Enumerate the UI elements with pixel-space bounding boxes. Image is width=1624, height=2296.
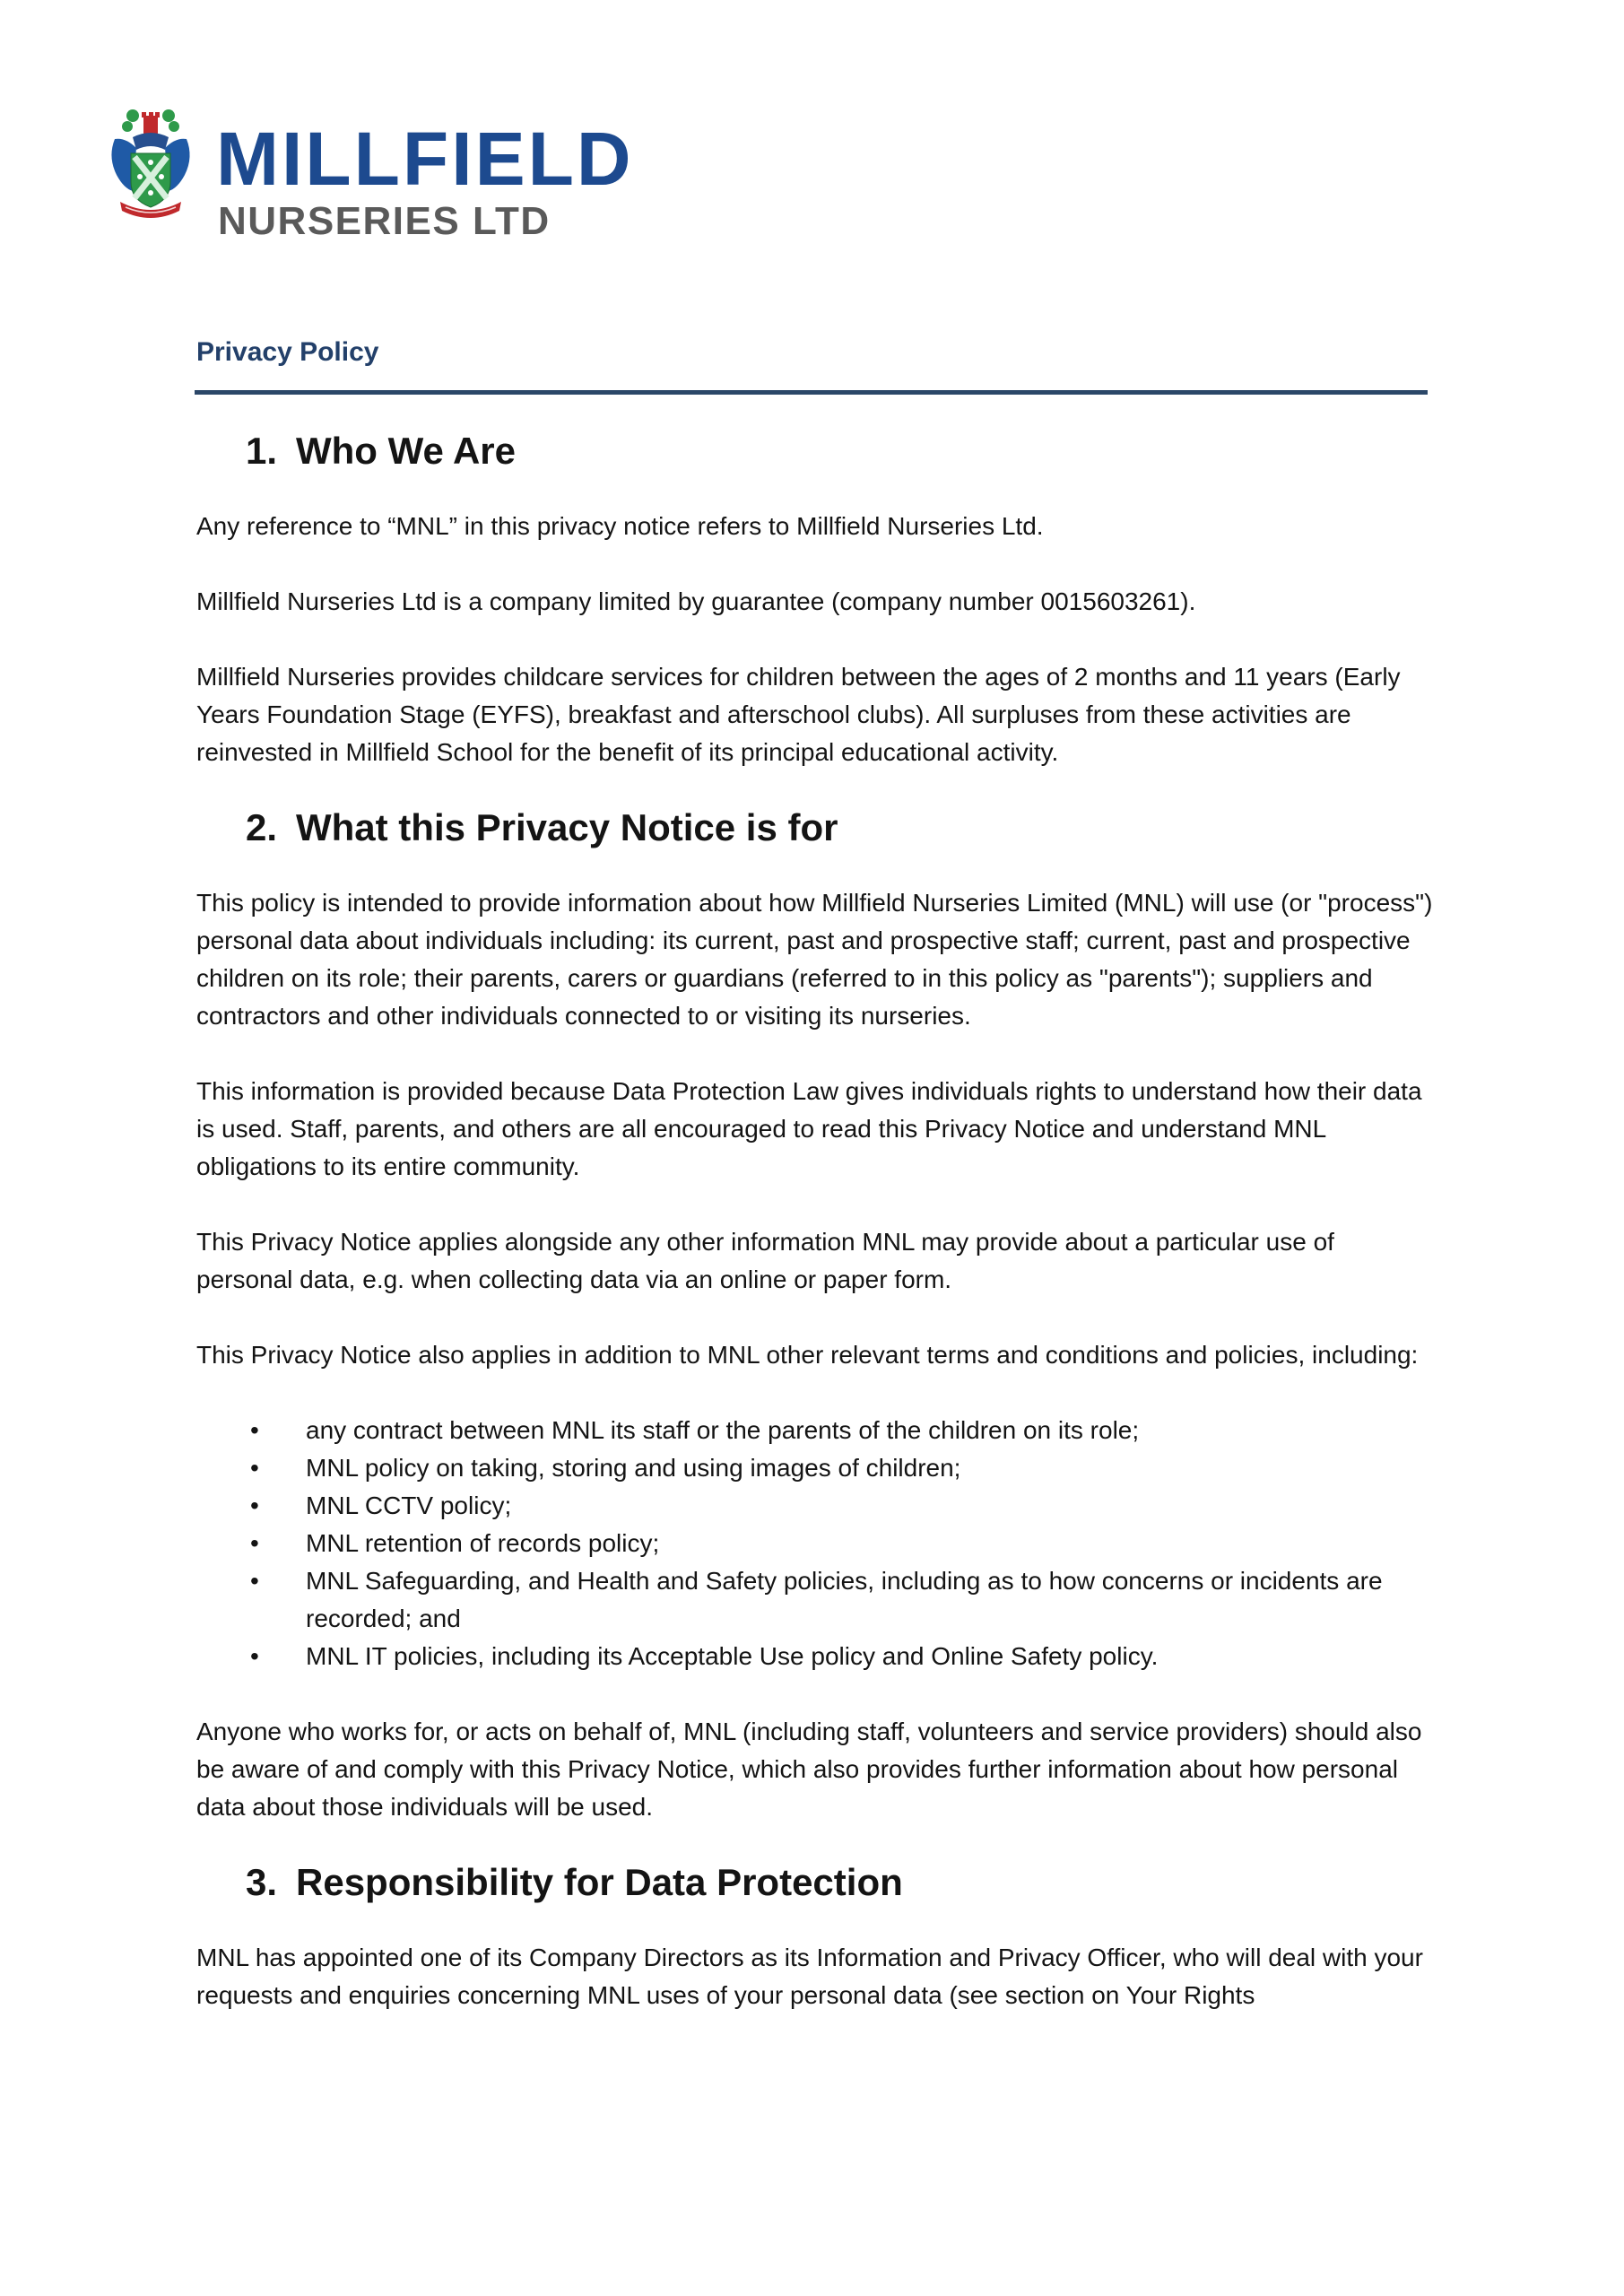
- paragraph: Anyone who works for, or acts on behalf of, MNL (including staff, volunteers and service providers) should also be aware of and comply with this Privacy Notice, which also provides further information about how personal data about those individuals will be used.: [196, 1718, 1422, 1821]
- logo-subtitle: NURSERIES LTD: [218, 199, 551, 243]
- section-title: Responsibility for Data Protection: [296, 1861, 903, 1903]
- paragraph: This policy is intended to provide information about how Millfield Nurseries Limited (MNL) will use (or "process") personal data about individuals including: its current, past and prospective staff; current, past and prospective children on its role; their parents, carers or guardians (referred to in this policy as "parents"); suppliers and contractors and other individuals connected to or visiting its nurseries.: [196, 889, 1433, 1030]
- list-item: • MNL retention of records policy;: [196, 1525, 1434, 1562]
- paragraph: Any reference to “MNL” in this privacy notice refers to Millfield Nurseries Ltd.: [196, 512, 1044, 540]
- logo-wordmark: MILLFIELD: [216, 117, 634, 201]
- paragraph: This Privacy Notice applies alongside any other information MNL may provide about a particular use of personal data, e.g. when collecting data via an online or paper form.: [196, 1228, 1334, 1293]
- company-logo: [106, 103, 634, 247]
- section-title: Who We Are: [296, 430, 517, 472]
- bullet-icon: •: [250, 1416, 259, 1444]
- list-item: • MNL CCTV policy;: [196, 1487, 1434, 1525]
- paragraph: This Privacy Notice also applies in addition to MNL other relevant terms and conditions and policies, including:: [196, 1341, 1419, 1369]
- bullet-icon: •: [250, 1642, 259, 1670]
- paragraph: Millfield Nurseries Ltd is a company limited by guarantee (company number 0015603261).: [196, 587, 1196, 615]
- document-body: [196, 432, 1434, 2014]
- bullet-icon: •: [250, 1454, 259, 1482]
- section-number: 1.: [246, 430, 278, 472]
- title-divider: [195, 390, 1428, 395]
- section-heading-data-protection-responsibility: [196, 1861, 1434, 1903]
- section-title: What this Privacy Notice is for: [296, 806, 838, 848]
- bullet-icon: •: [250, 1567, 259, 1595]
- bullet-icon: •: [250, 1529, 259, 1557]
- section-heading-who-we-are: [196, 432, 1434, 470]
- crest-icon: [106, 103, 195, 220]
- list-item: • any contract between MNL its staff or the parents of the children on its role;: [196, 1412, 1434, 1449]
- paragraph: MNL has appointed one of its Company Directors as its Information and Privacy Officer, who will deal with your requests and enquiries concerning MNL uses of your personal data (see section on Your Rights: [196, 1944, 1423, 2009]
- list-item: • MNL Safeguarding, and Health and Safety policies, including as to how concerns or incidents are recorded; and: [196, 1562, 1434, 1638]
- list-item: • MNL policy on taking, storing and using images of children;: [196, 1449, 1434, 1487]
- list-item: • MNL IT policies, including its Acceptable Use policy and Online Safety policy.: [196, 1638, 1434, 1675]
- paragraph: Millfield Nurseries provides childcare services for children between the ages of 2 months and 11 years (Early Years Foundation Stage (EYFS), breakfast and afterschool clubs). All surpluses from these activities are reinvested in Millfield School for the benefit of its principal educational activity.: [196, 663, 1401, 766]
- page-title: Privacy Policy: [196, 337, 379, 367]
- section-number: 2.: [246, 806, 278, 848]
- related-policies-list: [196, 1412, 1434, 1675]
- bullet-icon: •: [250, 1492, 259, 1519]
- paragraph: This information is provided because Data Protection Law gives individuals rights to understand how their data is used. Staff, parents, and others are all encouraged to read this Privacy Notice and understand MNL obligations to its entire community.: [196, 1077, 1422, 1180]
- section-number: 3.: [246, 1861, 278, 1903]
- section-heading-privacy-notice-purpose: [196, 806, 1434, 848]
